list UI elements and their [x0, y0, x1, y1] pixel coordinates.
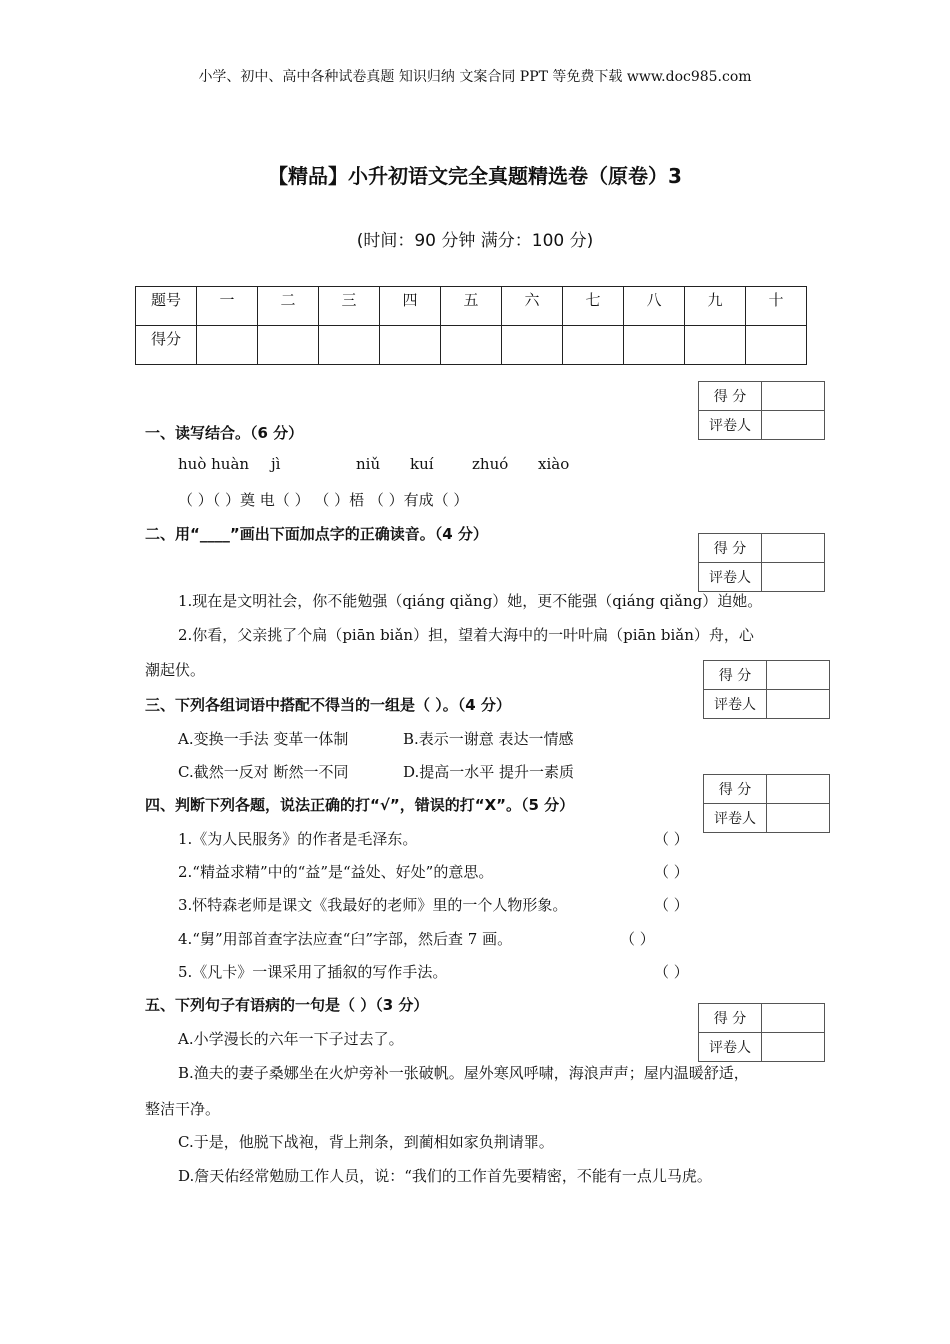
answer-blank[interactable]: （ ）: [654, 896, 689, 914]
grader-box-1: [698, 381, 825, 440]
grader-box-4: [703, 774, 830, 833]
score-cell[interactable]: [563, 326, 624, 365]
question-number: 四: [380, 287, 441, 326]
pinyin: niǔ: [356, 455, 381, 473]
pinyin: jì: [271, 455, 281, 473]
option-c: C.于是，他脱下战袍，背上荆条，到蔺相如家负荆请罪。: [178, 1133, 554, 1151]
grader-box-2: [698, 533, 825, 592]
score-cell[interactable]: [441, 326, 502, 365]
question-number: 二: [258, 287, 319, 326]
pinyin: huò huàn: [178, 455, 250, 473]
judgment-item: 5.《凡卡》一课采用了插叙的写作手法。: [178, 963, 448, 981]
question-number: 九: [685, 287, 746, 326]
section-2-heading: 二、用“____”画出下面加点字的正确读音。（4 分）: [145, 525, 488, 543]
score-row: [136, 326, 807, 365]
score-label: 得 分: [699, 382, 762, 411]
section-3-heading: 三、下列各组词语中搭配不得当的一组是（ ）。（4 分）: [145, 696, 511, 714]
row-label: 题号: [136, 287, 197, 326]
score-cell[interactable]: [258, 326, 319, 365]
row-label: 得分: [136, 326, 197, 365]
option-c: C.截然一反对 断然一不同: [178, 763, 349, 781]
pinyin: kuí: [410, 455, 434, 473]
grader-cell[interactable]: [767, 690, 830, 719]
score-cell[interactable]: [746, 326, 807, 365]
option-d: D.詹天佑经常勉励工作人员，说：“我们的工作首先要精密，不能有一点儿马虎。: [178, 1167, 712, 1185]
score-cell[interactable]: [319, 326, 380, 365]
score-cell[interactable]: [762, 382, 825, 411]
section-4-heading: 四、判断下列各题，说法正确的打“√”，错误的打“X”。（5 分）: [145, 796, 575, 814]
score-table: [135, 286, 807, 365]
judgment-item: 2.“精益求精”中的“益”是“益处、好处”的意思。: [178, 863, 494, 881]
grader-cell[interactable]: [762, 411, 825, 440]
score-label: 得 分: [704, 775, 767, 804]
question-number: 七: [563, 287, 624, 326]
question-text: 1.现在是文明社会，你不能勉强（qiáng qiǎng）她，更不能强（qiáng qiǎng）迫她。: [178, 592, 763, 610]
pinyin: zhuó: [472, 455, 509, 473]
pinyin: xiào: [538, 455, 570, 473]
option-b: B.渔夫的妻子桑娜坐在火炉旁补一张破帆。屋外寒风呼啸，海浪声声；屋内温暖舒适，: [178, 1064, 749, 1082]
question-text: 潮起伏。: [145, 661, 206, 679]
answer-blank[interactable]: （ ）: [654, 830, 689, 848]
page-header: 小学、初中、高中各种试卷真题 知识归纳 文案合同 PPT 等免费下载 www.doc985.com: [198, 69, 752, 85]
score-cell[interactable]: [762, 1004, 825, 1033]
section-5-heading: 五、下列句子有语病的一句是（ ）（3 分）: [145, 996, 429, 1014]
score-cell[interactable]: [197, 326, 258, 365]
question-number: 五: [441, 287, 502, 326]
option-d: D.提高一水平 提升一素质: [403, 763, 575, 781]
score-cell[interactable]: [624, 326, 685, 365]
question-number: 六: [502, 287, 563, 326]
judgment-item: 4.“舅”用部首查字法应查“臼”字部，然后查 7 画。: [178, 930, 513, 948]
grader-box-3: [703, 660, 830, 719]
grader-cell[interactable]: [767, 804, 830, 833]
question-number: 八: [624, 287, 685, 326]
answer-blank[interactable]: （ ）: [654, 863, 689, 881]
question-number-row: [136, 287, 807, 326]
grader-cell[interactable]: [762, 563, 825, 592]
section-1-heading: 一、读写结合。（6 分）: [145, 424, 304, 442]
question-number: 一: [197, 287, 258, 326]
page-title: 【精品】小升初语文完全真题精选卷（原卷）3: [268, 164, 682, 188]
grader-label: 评卷人: [699, 563, 762, 592]
question-text: 2.你看，父亲挑了个扁（piān biǎn）担，望着大海中的一叶叶扁（piān biǎn）舟，心: [178, 626, 754, 644]
score-cell[interactable]: [502, 326, 563, 365]
grader-label: 评卷人: [704, 690, 767, 719]
option-b-continued: 整洁干净。: [145, 1100, 221, 1118]
question-number: 十: [746, 287, 807, 326]
judgment-item: 1.《为人民服务》的作者是毛泽东。: [178, 830, 418, 848]
grader-label: 评卷人: [699, 411, 762, 440]
question-number: 三: [319, 287, 380, 326]
option-a: A.变换一手法 变革一体制: [178, 730, 349, 748]
score-label: 得 分: [704, 661, 767, 690]
option-a: A.小学漫长的六年一下子过去了。: [178, 1030, 404, 1048]
judgment-item: 3.怀特森老师是课文《我最好的老师》里的一个人物形象。: [178, 896, 568, 914]
score-cell[interactable]: [767, 661, 830, 690]
score-cell[interactable]: [762, 534, 825, 563]
option-b: B.表示一谢意 表达一情感: [403, 730, 574, 748]
grader-label: 评卷人: [699, 1033, 762, 1062]
score-label: 得 分: [699, 534, 762, 563]
grader-box-5: [698, 1003, 825, 1062]
blanks-line[interactable]: （ ）（ ）奠 电（ ） （ ）梧 （ ）有成（ ）: [178, 491, 469, 509]
score-cell[interactable]: [380, 326, 441, 365]
answer-blank[interactable]: （ ）: [620, 930, 655, 948]
grader-label: 评卷人: [704, 804, 767, 833]
answer-blank[interactable]: （ ）: [654, 963, 689, 981]
score-cell[interactable]: [685, 326, 746, 365]
grader-cell[interactable]: [762, 1033, 825, 1062]
score-label: 得 分: [699, 1004, 762, 1033]
score-cell[interactable]: [767, 775, 830, 804]
exam-info: (时间：90 分钟 满分：100 分): [356, 231, 594, 251]
